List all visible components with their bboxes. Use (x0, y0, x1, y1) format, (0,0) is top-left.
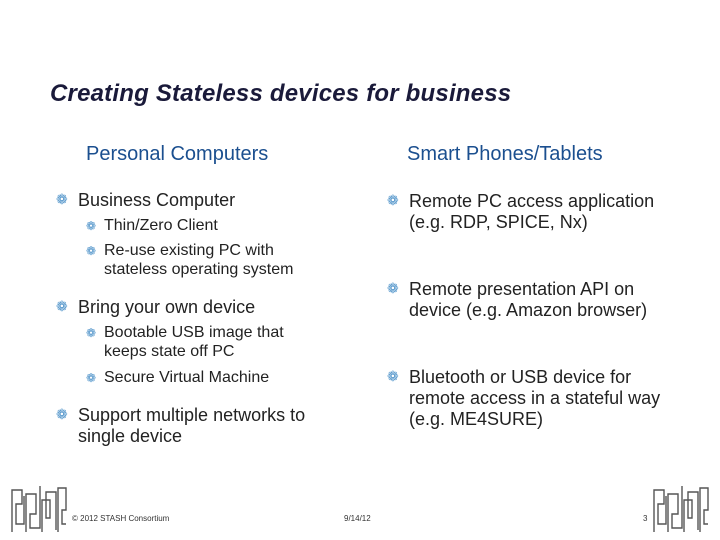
stash-logo-right-icon (652, 484, 710, 534)
left-bullet-1 (56, 190, 358, 211)
bullet-icon: ❁ (86, 219, 97, 233)
bullet-icon: ❁ (86, 244, 97, 258)
left-bullet-2-text: Bring your own device (78, 297, 256, 317)
right-column-heading: Smart Phones/Tablets (407, 143, 603, 165)
left-column-heading: Personal Computers (86, 143, 269, 165)
left-bullet-1-text: Business Computer (78, 190, 236, 210)
bullet-icon: ❁ (56, 191, 68, 207)
left-sub-bullet-2-1 (86, 324, 314, 362)
left-bullet-3-text: Support multiple networks to single device (78, 405, 306, 447)
left-bullet-2 (56, 297, 358, 318)
bullet-icon: ❁ (56, 298, 68, 314)
footer-copyright: © 2012 STASH Consortium (72, 514, 170, 523)
bullet-icon: ❁ (387, 280, 399, 296)
left-bullet-3 (56, 405, 343, 447)
bullet-icon: ❁ (387, 368, 399, 384)
left-sub-bullet-2-1-text: Bootable USB image that keeps state off PC (104, 324, 284, 360)
left-sub-bullet-1-1 (86, 217, 344, 236)
right-bullet-3-text: Bluetooth or USB device for remote access in a stateful way (e.g. ME4SURE) (409, 367, 661, 430)
left-sub-bullet-1-2 (86, 242, 324, 280)
bullet-icon: ❁ (56, 406, 68, 422)
bullet-icon: ❁ (387, 192, 399, 208)
left-sub-bullet-1-1-text: Thin/Zero Client (104, 217, 218, 234)
right-bullet-1-text: Remote PC access application (e.g. RDP, SPICE, Nx) (409, 191, 655, 233)
bullet-icon: ❁ (86, 371, 97, 385)
left-sub-bullet-2-2-text: Secure Virtual Machine (104, 369, 270, 386)
footer-page-number: 3 (643, 514, 648, 523)
left-sub-bullet-2-2 (86, 369, 344, 388)
stash-logo-left-icon (10, 484, 68, 534)
right-bullet-3 (387, 367, 679, 431)
right-bullet-1 (387, 191, 664, 233)
footer-date: 9/14/12 (344, 514, 371, 523)
right-bullet-2 (387, 279, 679, 321)
right-bullet-2-text: Remote presentation API on device (e.g. Amazon browser) (409, 279, 648, 321)
bullet-icon: ❁ (86, 326, 97, 340)
slide-title: Creating Stateless devices for business (50, 80, 512, 107)
left-sub-bullet-1-2-text: Re-use existing PC with stateless operating system (104, 242, 294, 278)
